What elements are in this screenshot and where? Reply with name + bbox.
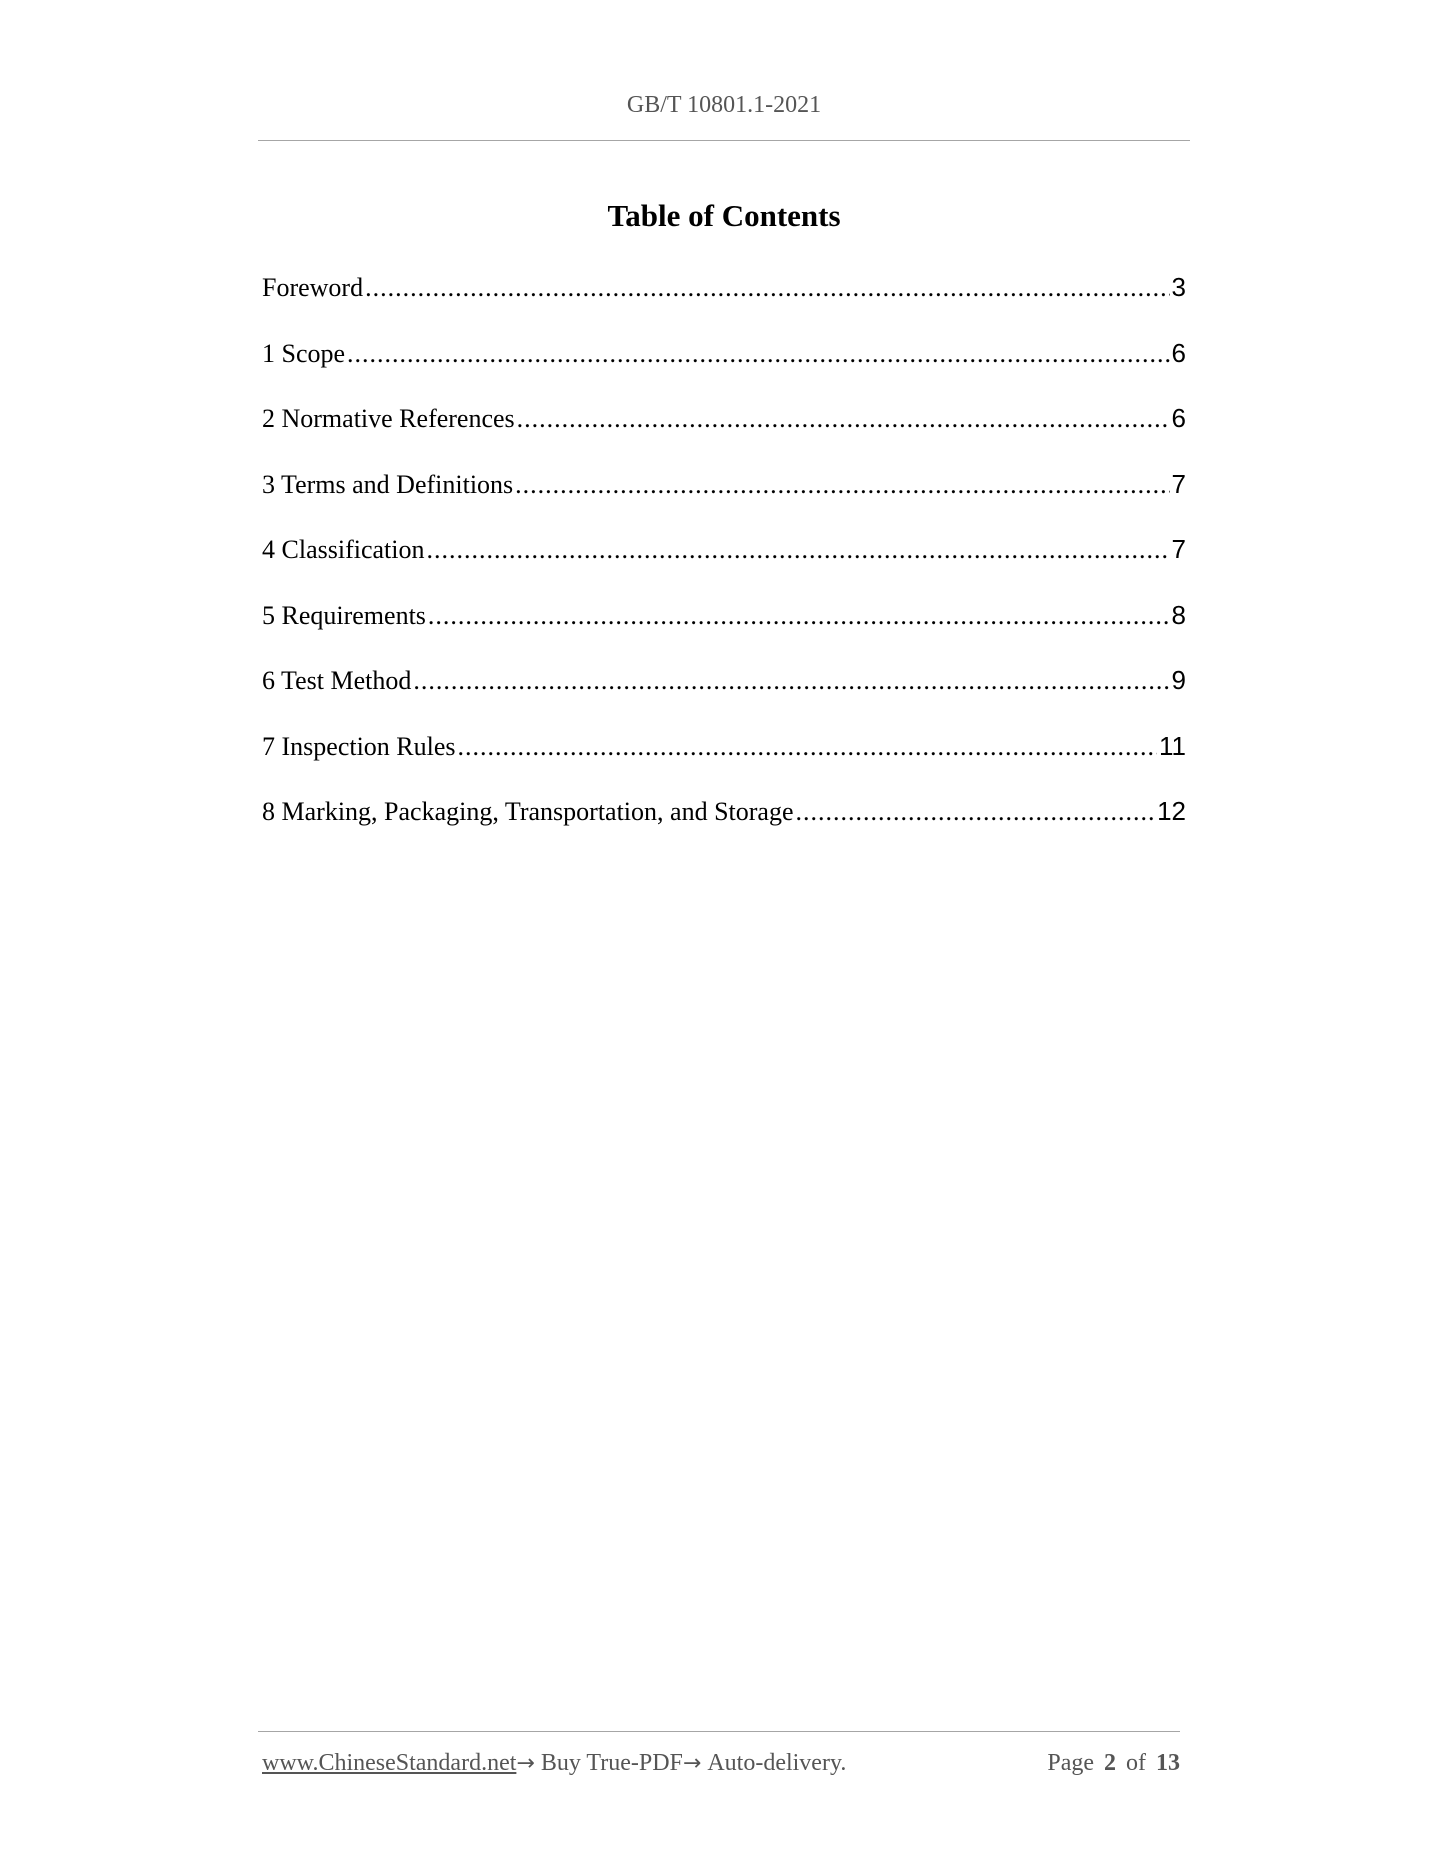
footer-divider	[258, 1731, 1180, 1732]
toc-entry-normative-references[interactable]	[262, 403, 1186, 469]
toc-entry-foreword[interactable]	[262, 272, 1186, 338]
toc-entry-terms-and-definitions[interactable]	[262, 469, 1186, 535]
toc-entry-scope[interactable]	[262, 338, 1186, 404]
toc-entry-label: 6 Test Method	[262, 666, 412, 695]
toc-entry-label: Foreword	[262, 273, 364, 302]
toc-entry-page: 3	[1171, 272, 1186, 302]
page-header: GB/T 10801.1-2021	[626, 92, 822, 118]
toc-entry-test-method[interactable]	[262, 665, 1186, 731]
toc-entry-page: 6	[1171, 403, 1186, 433]
toc-entry-label: 8 Marking, Packaging, Transportation, and Storage	[262, 797, 794, 826]
toc-leader-dots	[426, 535, 1169, 565]
toc-entry-page: 6	[1171, 337, 1186, 368]
toc-leader-dots	[458, 732, 1157, 762]
toc-entry-label: 5 Requirements	[262, 600, 426, 630]
toc-entry-inspection-rules[interactable]	[262, 731, 1186, 797]
toc-entry-label: 2 Normative References	[262, 404, 515, 433]
table-of-contents	[262, 272, 1186, 862]
toc-leader-dots	[796, 797, 1156, 827]
arrow-right-icon: →	[516, 1751, 535, 1776]
toc-entry-requirements[interactable]	[262, 600, 1186, 666]
toc-entry-label: 1 Scope	[262, 338, 346, 368]
header-divider	[258, 140, 1190, 141]
of-word: of	[1126, 1750, 1146, 1776]
page-number	[1047, 1750, 1180, 1777]
footer-promo	[262, 1750, 846, 1777]
toc-leader-dots	[413, 666, 1169, 696]
website-link[interactable]: www.ChineseStandard.net	[262, 1750, 517, 1776]
toc-entry-label: 3 Terms and Definitions	[262, 469, 514, 499]
page-footer	[262, 1750, 1180, 1777]
footer-step-buy: Buy True-PDF	[540, 1750, 683, 1776]
footer-step-delivery: Auto-delivery.	[707, 1750, 847, 1776]
total-page-count: 13	[1156, 1750, 1180, 1776]
toc-leader-dots	[365, 273, 1169, 303]
toc-entry-classification[interactable]	[262, 534, 1186, 600]
toc-leader-dots	[515, 470, 1169, 500]
toc-entry-page: 12	[1157, 796, 1186, 826]
current-page-number: 2	[1104, 1750, 1116, 1776]
toc-leader-dots	[347, 339, 1169, 369]
arrow-right-icon: →	[682, 1751, 702, 1776]
toc-entry-page: 7	[1171, 468, 1186, 499]
toc-title: Table of Contents	[607, 198, 841, 233]
page-word: Page	[1047, 1750, 1094, 1776]
toc-entry-page: 11	[1159, 730, 1186, 761]
toc-entry-page: 8	[1171, 599, 1186, 630]
toc-entry-marking-packaging[interactable]	[262, 796, 1186, 862]
toc-leader-dots	[517, 404, 1170, 434]
toc-entry-label: 7 Inspection Rules	[262, 731, 456, 761]
toc-entry-label: 4 Classification	[262, 535, 425, 564]
toc-entry-page: 7	[1171, 534, 1186, 564]
toc-leader-dots	[428, 601, 1170, 631]
toc-entry-page: 9	[1171, 665, 1186, 695]
